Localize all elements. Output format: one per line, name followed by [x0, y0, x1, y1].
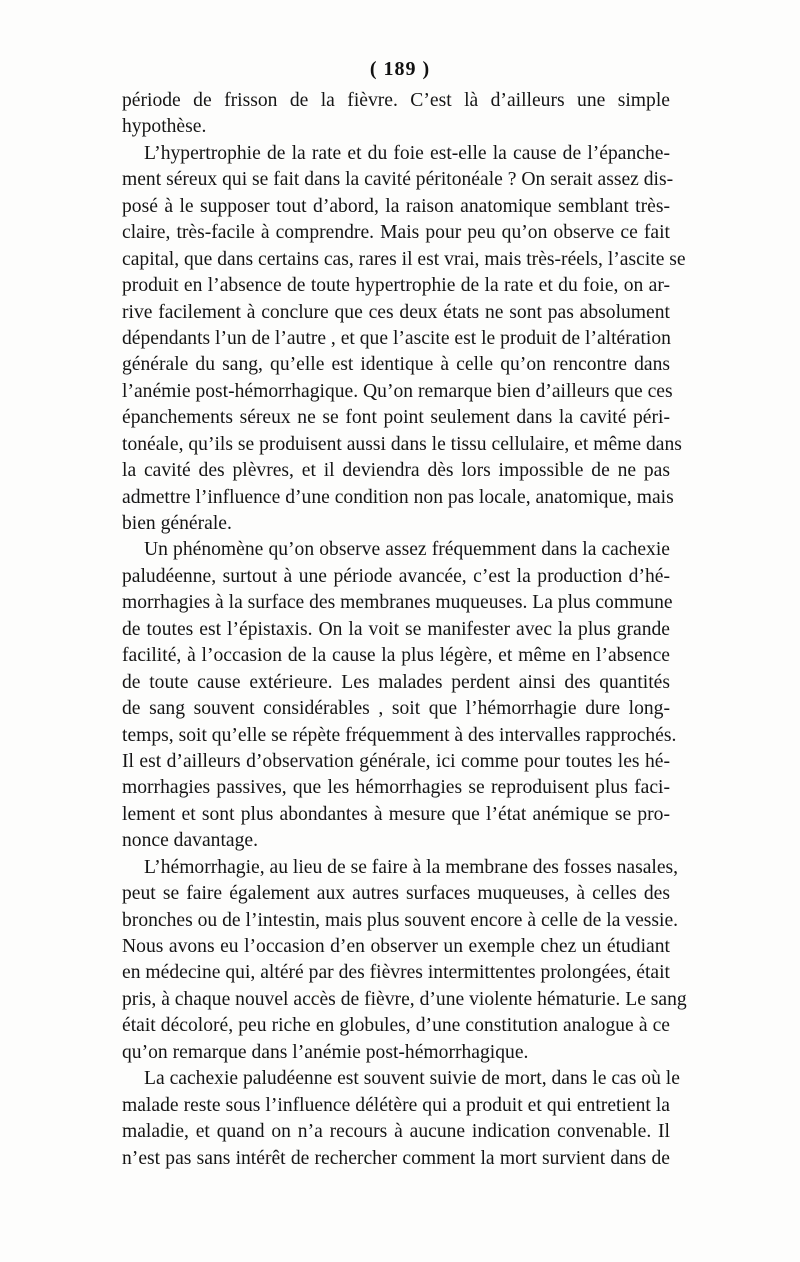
- text-line: morrhagies passives, que les hémorrhagies se reproduisent plus faci-: [122, 777, 670, 799]
- text-line: n’est pas sans intérêt de rechercher comment la mort survient dans de: [122, 1147, 670, 1169]
- text-line: malade reste sous l’influence délétère qui a produit et qui entretient la: [122, 1094, 670, 1116]
- text-line: de toutes est l’épistaxis. On la voit se manifester avec la plus grande: [122, 618, 670, 640]
- text-line: hypothèse.: [122, 116, 207, 138]
- text-line: Un phénomène qu’on observe assez fréquemment dans la cachexie: [144, 539, 670, 561]
- text-line: bien générale.: [122, 513, 232, 534]
- text-line: nonce davantage.: [122, 830, 258, 852]
- text-line: admettre l’influence d’une condition non pas locale, anatomique, mais: [122, 486, 674, 508]
- text-line: posé à le supposer tout d’abord, la raison anatomique semblant très-: [122, 195, 670, 217]
- text-line: peut se faire également aux autres surfaces muqueuses, à celles des: [122, 883, 670, 905]
- text-line: L’hémorrhagie, au lieu de se faire à la membrane des fosses nasales,: [144, 856, 679, 878]
- text-line: Il est d’ailleurs d’observation générale, ici comme pour toutes les hé-: [122, 750, 670, 772]
- page-number: ( 189 ): [369, 58, 431, 80]
- text-line: tonéale, qu’ils se produisent aussi dans le tissu cellulaire, et même dans: [122, 433, 682, 455]
- text-line: rive facilement à conclure que ces deux états ne sont pas absolument: [122, 301, 670, 323]
- text-line: était décoloré, peu riche en globules, d’une constitution analogue à ce: [122, 1015, 670, 1037]
- text-line: La cachexie paludéenne est souvent suivie de mort, dans le cas où le: [144, 1068, 680, 1090]
- text-line: lement et sont plus abondantes à mesure que l’état anémique se pro-: [122, 803, 670, 825]
- text-line: morrhagies à la surface des membranes muqueuses. La plus commune: [122, 592, 673, 614]
- text-line: qu’on remarque dans l’anémie post-hémorrhagique.: [122, 1041, 529, 1063]
- paragraph: [122, 141, 686, 538]
- text-line: de sang souvent considérables , soit que l’hémorrhagie dure long-: [122, 698, 670, 720]
- text-line: Nous avons eu l’occasion d’en observer un exemple chez un étudiant: [122, 936, 670, 957]
- text-line: bronches ou de l’intestin, mais plus souvent encore à celle de la vessie.: [122, 909, 679, 931]
- text-line: capital, que dans certains cas, rares il est vrai, mais très-réels, l’ascite se: [122, 248, 686, 270]
- paragraph: [122, 537, 677, 854]
- text-line: temps, soit qu’elle se répète fréquemment à des intervalles rapprochés.: [122, 724, 677, 746]
- text-line: claire, très-facile à comprendre. Mais pour peu qu’on observe ce fait: [122, 222, 670, 244]
- paragraph: [122, 1066, 680, 1172]
- body-text: [122, 88, 687, 1172]
- text-line: période de frisson de la fièvre. C’est là d’ailleurs une simple: [122, 90, 670, 111]
- paragraph: [122, 88, 670, 141]
- text-line: de toute cause extérieure. Les malades perdent ainsi des quantités: [122, 671, 670, 693]
- text-line: maladie, et quand on n’a recours à aucune indication convenable. Il: [122, 1121, 670, 1143]
- text-line: pris, à chaque nouvel accès de fièvre, d’une violente hématurie. Le sang: [122, 988, 687, 1010]
- text-line: L’hypertrophie de la rate et du foie est-elle la cause de l’épanche-: [144, 142, 670, 164]
- text-line: l’anémie post-hémorrhagique. Qu’on remarque bien d’ailleurs que ces: [122, 380, 673, 402]
- text-line: ment séreux qui se fait dans la cavité péritonéale ? On serait assez dis-: [122, 169, 674, 191]
- text-line: paludéenne, surtout à une période avancée, c’est la production d’hé-: [122, 565, 670, 587]
- text-line: la cavité des plèvres, et il deviendra dès lors impossible de ne pas: [122, 460, 670, 482]
- text-line: facilité, à l’occasion de la cause la plus légère, et même en l’absence: [122, 645, 670, 667]
- text-line: épanchements séreux ne se font point seulement dans la cavité péri-: [122, 407, 670, 429]
- text-line: produit en l’absence de toute hypertrophie de la rate et du foie, on ar-: [122, 275, 670, 297]
- text-line: dépendants l’un de l’autre , et que l’ascite est le produit de l’altération: [122, 327, 671, 349]
- text-line: générale du sang, qu’elle est identique à celle qu’on rencontre dans: [122, 354, 670, 376]
- text-line: en médecine qui, altéré par des fièvres intermittentes prolongées, était: [122, 962, 670, 984]
- paragraph: [122, 855, 687, 1067]
